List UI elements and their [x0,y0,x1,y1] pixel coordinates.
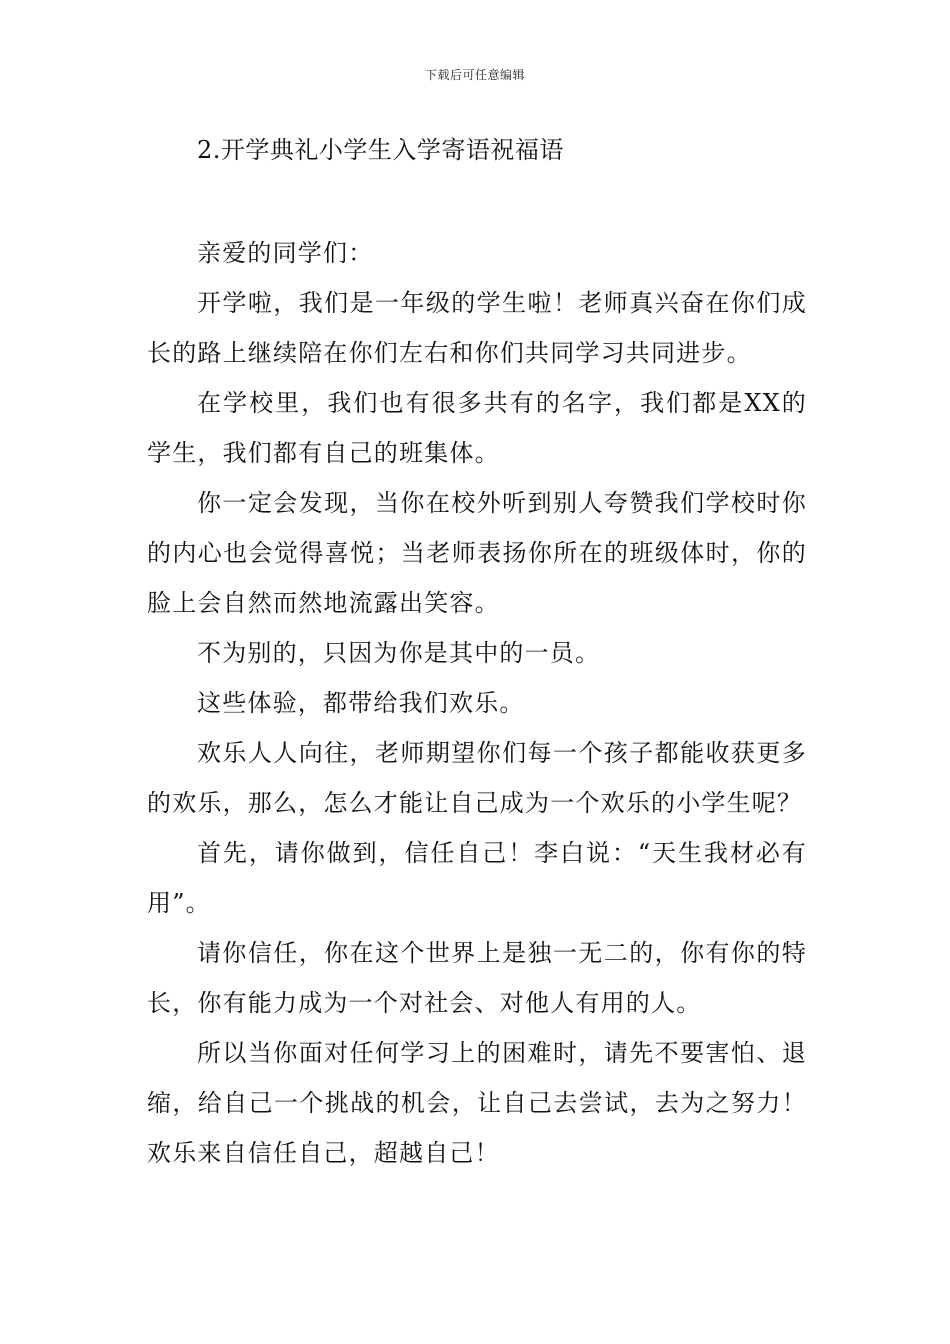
document-title: 2.开学典礼小学生入学寄语祝福语 [197,136,564,164]
document-body [147,228,807,1178]
paragraph: 欢乐人人向往，老师期望你们每一个孩子都能收获更多的欢乐，那么，怎么才能让自己成为一个欢乐的小学生呢？ [147,739,807,817]
paragraph-greeting: 亲爱的同学们： [197,239,374,267]
paragraph: 不为别的，只因为你是其中的一员。 [197,639,601,667]
paragraph: 请你信任，你在这个世界上是独一无二的，你有你的特长，你有能力成为一个对社会、对他人有用的人。 [147,939,807,1017]
paragraph: 你一定会发现，当你在校外听到别人夸赞我们学校时你的内心也会觉得喜悦；当老师表扬你所在的班级体时，你的脸上会自然而然地流露出笑容。 [147,489,807,617]
header-note: 下载后可任意编辑 [424,68,525,82]
paragraph: 开学啦，我们是一年级的学生啦！老师真兴奋在你们成长的路上继续陪在你们左右和你们共同学习共同进步。 [147,289,807,367]
paragraph: 首先，请你做到，信任自己！李白说：“天生我材必有用”。 [147,839,807,917]
paragraph: 所以当你面对任何学习上的困难时，请先不要害怕、退缩，给自己一个挑战的机会，让自己去尝试，去为之努力！欢乐来自信任自己，超越自己！ [147,1039,807,1167]
paragraph: 这些体验，都带给我们欢乐。 [197,689,525,717]
paragraph: 在学校里，我们也有很多共有的名字，我们都是XX的学生，我们都有自己的班集体。 [147,389,807,467]
